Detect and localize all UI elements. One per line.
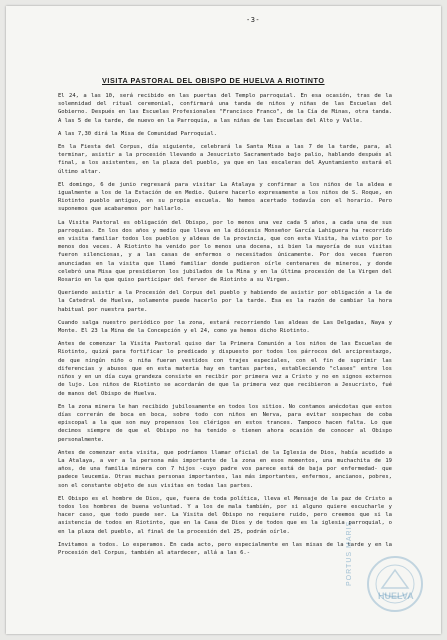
paragraph: El 24, a las 10, será recibido en las puertas del Templo parroquial. En esa ocasión, tras de la solemnidad del ritual ceremonial, confirmará una tanda de niños y niñas de las Escuelas del Gobierno. Después en las Escuelas Profesionales "Francisco Franco", de la Cía de Minas, otra tanda. A las 5 de la tarde, de nuevo en la Parroquia, a las niñas de las Escuelas del Alto y Valle. <box>58 93 392 124</box>
page-number: -3- <box>246 16 261 24</box>
paragraph: En la Fiesta del Corpus, día siguiente, celebrará la Santa Misa a las 7 de la tarde, para, al terminar, asistir a la procesión llevando a Jesucristo Sacramentado bajo palio, hablando después al final, a los asistentes, en la plaza del pueblo, ya que en las escaleras del Ayuntamiento estará el último altar. <box>58 144 392 175</box>
paragraph: Antes de comenzar la Visita Pastoral quiso dar la Primera Comunión a los niños de las Escuelas de Riotinto, quizá para fortificar lo predicado y dispuesto por todos los párrocos del arciprestazgo, de que ningún niño o niña fueran vestidos con trajes especiales, con el fin de suprimir las diferencias y abusos que en esta materia hay en tantas partes, estableciendo "clases" entre los niños y en un día cuya grandeza consiste en recibir por primera vez a Cristo y no en signos externos de lujo. Los niños de Riotinto se acordarán de que la primera vez que recibieron a Jesucristo, fué de manos del Obispo de Huelva. <box>58 341 392 397</box>
paragraph: A las 7,30 dirá la Misa de Comunidad Parroquial. <box>58 130 217 137</box>
paragraph: En la zona minera le han recibido jubilosamente en todos los sitios. No contamos anécdotas que estos días correrán de boca en boca, sobre todo con niños en Nerva, para evitar sospechas de coba episcopal a la que son muy propensos los clérigos en estos trances. Tampoco hacen falta. Lo que decimos siempre de que el Obispo no ha tenido o tienen ahora ocasión de conocer al Obispo personalmente. <box>58 403 392 443</box>
archive-watermark-text: PORTUS MARIS <box>346 520 353 586</box>
archive-stamp-label: HUELVA <box>378 591 414 601</box>
paragraph: Antes de comenzar esta visita, que podríamos llamar oficial de la Iglesia de Dios, había acudido a La Atalaya, a ver a la persona más importante de la zona en esos momentos, una muchachita de 19 años, de una familia minera con 7 hijos -cuyo padre vos parece está de baja por enfermedad- que padece leucemia. Otras muchas personas importantes, las más importantes, enfermos, ancianos, pobres, son el constante objeto de sus visitas en todas las partes. <box>58 449 392 489</box>
document-page <box>6 6 441 634</box>
paragraph: La Visita Pastoral es obligación del Obispo, por lo menos una vez cada 5 años, a cada una de sus parroquias. En los dos años y medio que lleva en la diócesis Monseñor García Lahiguera ha recorrido en visita familiar todos los pueblos y aldeas de la provincia, que con esta Visita, ha visto por lo menos dos veces. A Riotinto ha venido por lo menos una docena, si bien la mayoría de sus visitas fueron silenciosas, y a las casas de enfermos o necesitados únicamente. Por dos veces fueron anunciadas en la visita que llamó familiar donde pudieron oírle centenares de mineros, y donde celebró una Misa que presidieron los jubilados de la Mina y en la última procesión de la Virgen del Rosario en la que quiso participar del fervor de Riotinto a su Virgen. <box>58 219 392 284</box>
paragraph: Queriendo asistir a la Procesión del Corpus del pueblo y habiendo de asistir por obligación a la de la Catedral de Huelva, solamente puede hacerlo por la tarde. Esa es la razón de cambiar la hora habitual por nuestra parte. <box>58 290 392 313</box>
paragraph: El domingo, 6 de junio regresará para visitar La Atalaya y confirmar a los niños de la aldea e igualmente a los de la Estación de en Medio. Quiere hacerlo expresamente a los niños de S. Roque, en Riotinto pueblo antiguo, en su propia escuela. No hemos acertado todavía con el horario. Pero suponemos que acabaremos por hallarlo. <box>58 181 392 213</box>
paragraph: Invitamos a todos. Lo esperamos. En cada acto, pero especialmente en las misas de la tarde y en la Procesión del Corpus, también al atardecer, allá a las 6.- <box>58 541 392 556</box>
paragraph: El Obispo es el hombre de Dios, que, fuera de toda política, lleva el Mensaje de la paz de Cristo a todos los hombres de buena voluntad. Y a los de mala también, por si alguno quiere escucharle y hacer caso, que todo puede ser. La Visita del Obispo no requiere ruido, pero creemos que si la asistencia de todos en Riotinto, que en la Casa de Dios y de todos que es la iglesia parroquial, o en la plaza del pueblo, al final de la procesión del 25, podrán oírle. <box>58 495 392 535</box>
article-title: VISITA PASTORAL DEL OBISPO DE HUELVA A RIOTINTO <box>102 76 325 85</box>
paragraph: Cuando salga nuestro periódico por la zona, estará recorriendo las aldeas de Las Delgadas, Naya y Monte. El 23 la Mina de la Concepción y el 24, como ya hemos dicho Riotinto. <box>58 319 392 335</box>
article-body <box>58 92 392 562</box>
archive-seal-icon <box>364 554 426 614</box>
